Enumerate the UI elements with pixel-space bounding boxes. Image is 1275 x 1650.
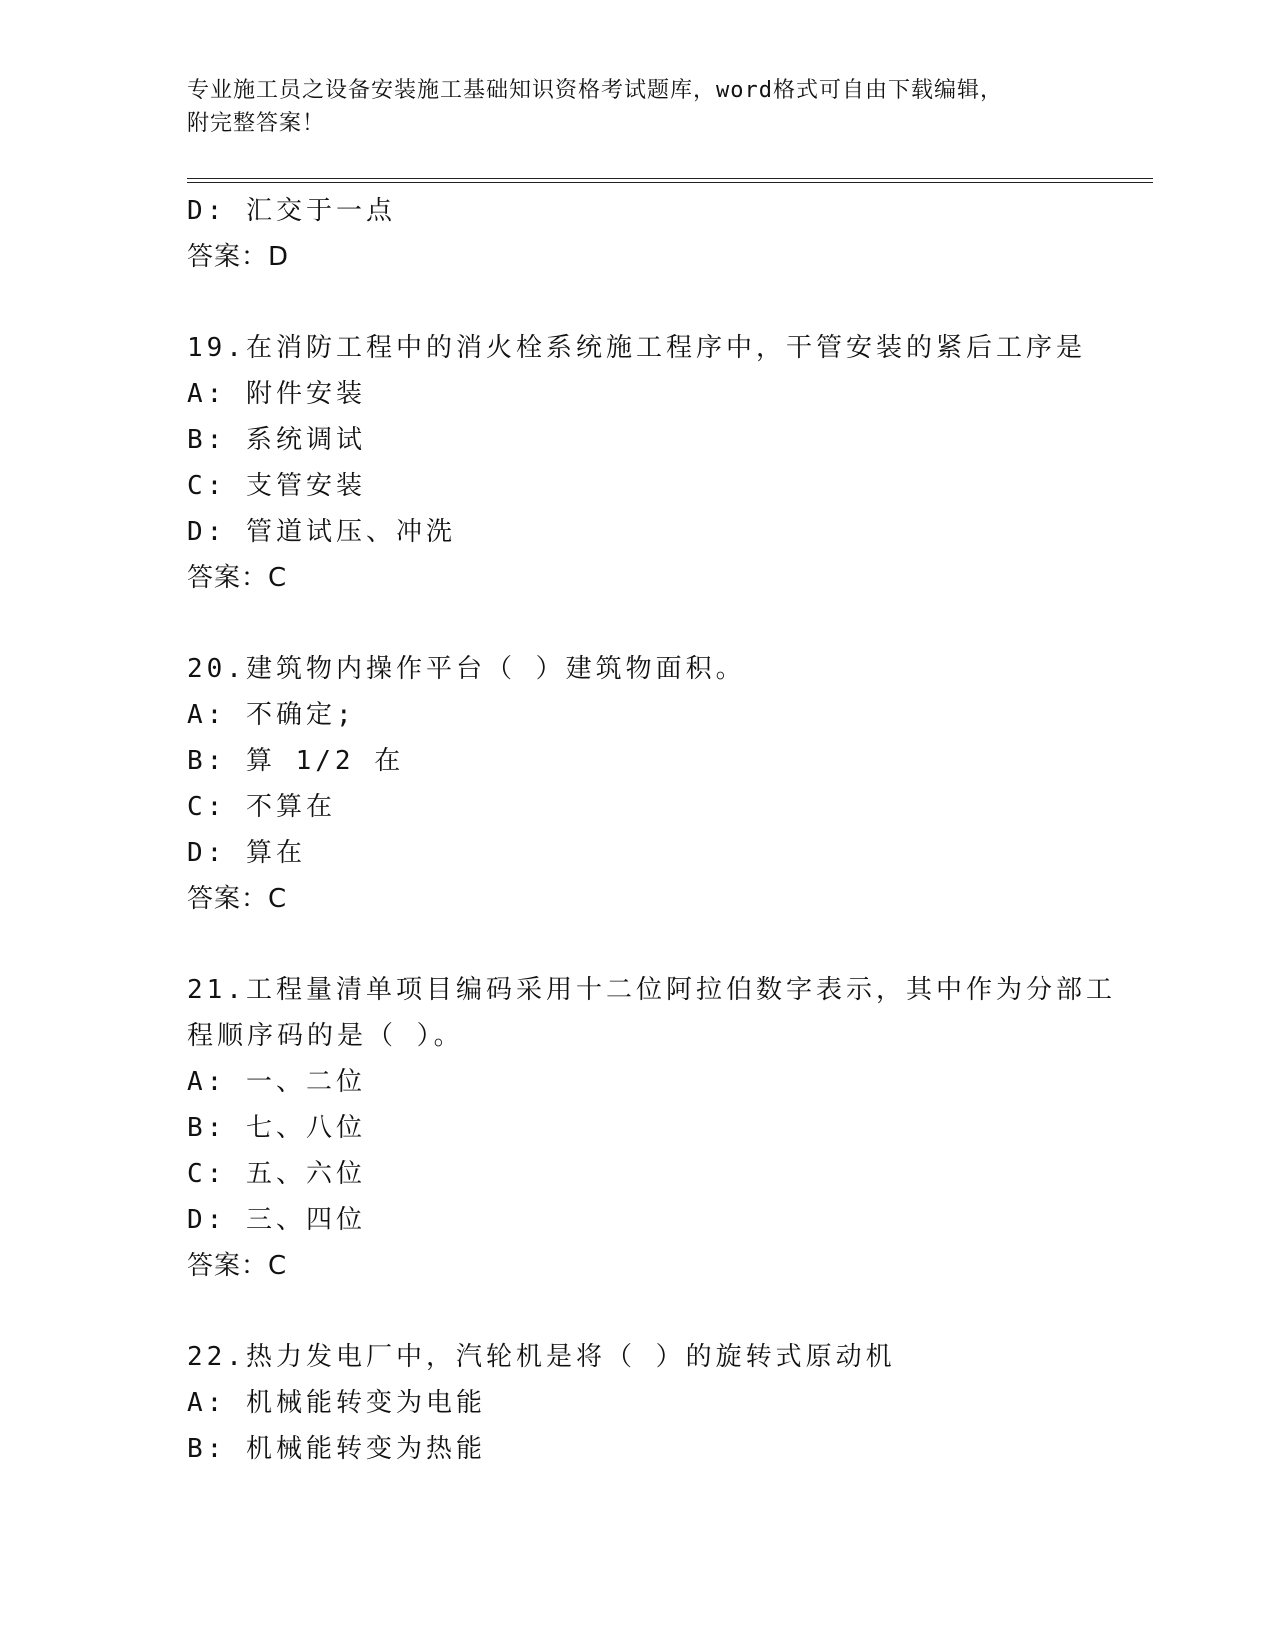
header-line-1: 专业施工员之设备安装施工基础知识资格考试题库，word格式可自由下载编辑， — [187, 78, 1003, 103]
option-a: A: 一、二位 — [187, 1067, 366, 1097]
option-d: D: 管道试压、冲洗 — [187, 517, 456, 547]
question-21 — [187, 967, 1137, 1289]
option-b: B: 系统调试 — [187, 425, 366, 455]
question-text: 22.热力发电厂中，汽轮机是将（ ）的旋转式原动机 — [187, 1342, 896, 1372]
question-20 — [187, 646, 1137, 922]
answer-line: 答案：C — [187, 1251, 288, 1281]
option-c: C: 五、六位 — [187, 1159, 366, 1189]
option-c: C: 不算在 — [187, 792, 336, 822]
option-a: A: 机械能转变为电能 — [187, 1388, 486, 1418]
document-header — [187, 74, 1087, 140]
option-c: C: 支管安装 — [187, 471, 366, 501]
answer-line: 答案：C — [187, 563, 288, 593]
question-content — [187, 188, 1137, 1472]
question-18-tail — [187, 188, 1137, 280]
option-d: D: 算在 — [187, 838, 306, 868]
spacer — [187, 280, 1137, 325]
question-text-line-2: 程顺序码的是（ ）。 — [187, 1021, 464, 1051]
question-22 — [187, 1334, 1137, 1472]
option-b: B: 机械能转变为热能 — [187, 1434, 486, 1464]
question-text: 19.在消防工程中的消火栓系统施工程序中，干管安装的紧后工序是 — [187, 333, 1086, 363]
header-divider — [187, 178, 1153, 183]
option-b: B: 算 1/2 在 — [187, 746, 405, 776]
question-19 — [187, 325, 1137, 601]
question-text: 20.建筑物内操作平台（ ）建筑物面积。 — [187, 654, 746, 684]
question-text-line-1: 21.工程量清单项目编码采用十二位阿拉伯数字表示，其中作为分部工 — [187, 975, 1116, 1005]
option-d: D: 汇交于一点 — [187, 196, 396, 226]
spacer — [187, 601, 1137, 646]
option-b: B: 七、八位 — [187, 1113, 366, 1143]
option-a: A: 不确定; — [187, 700, 356, 730]
header-line-2: 附完整答案！ — [187, 111, 326, 136]
option-d: D: 三、四位 — [187, 1205, 366, 1235]
spacer — [187, 922, 1137, 967]
answer-line: 答案：D — [187, 242, 290, 272]
option-a: A: 附件安装 — [187, 379, 366, 409]
answer-line: 答案：C — [187, 884, 288, 914]
spacer — [187, 1289, 1137, 1334]
